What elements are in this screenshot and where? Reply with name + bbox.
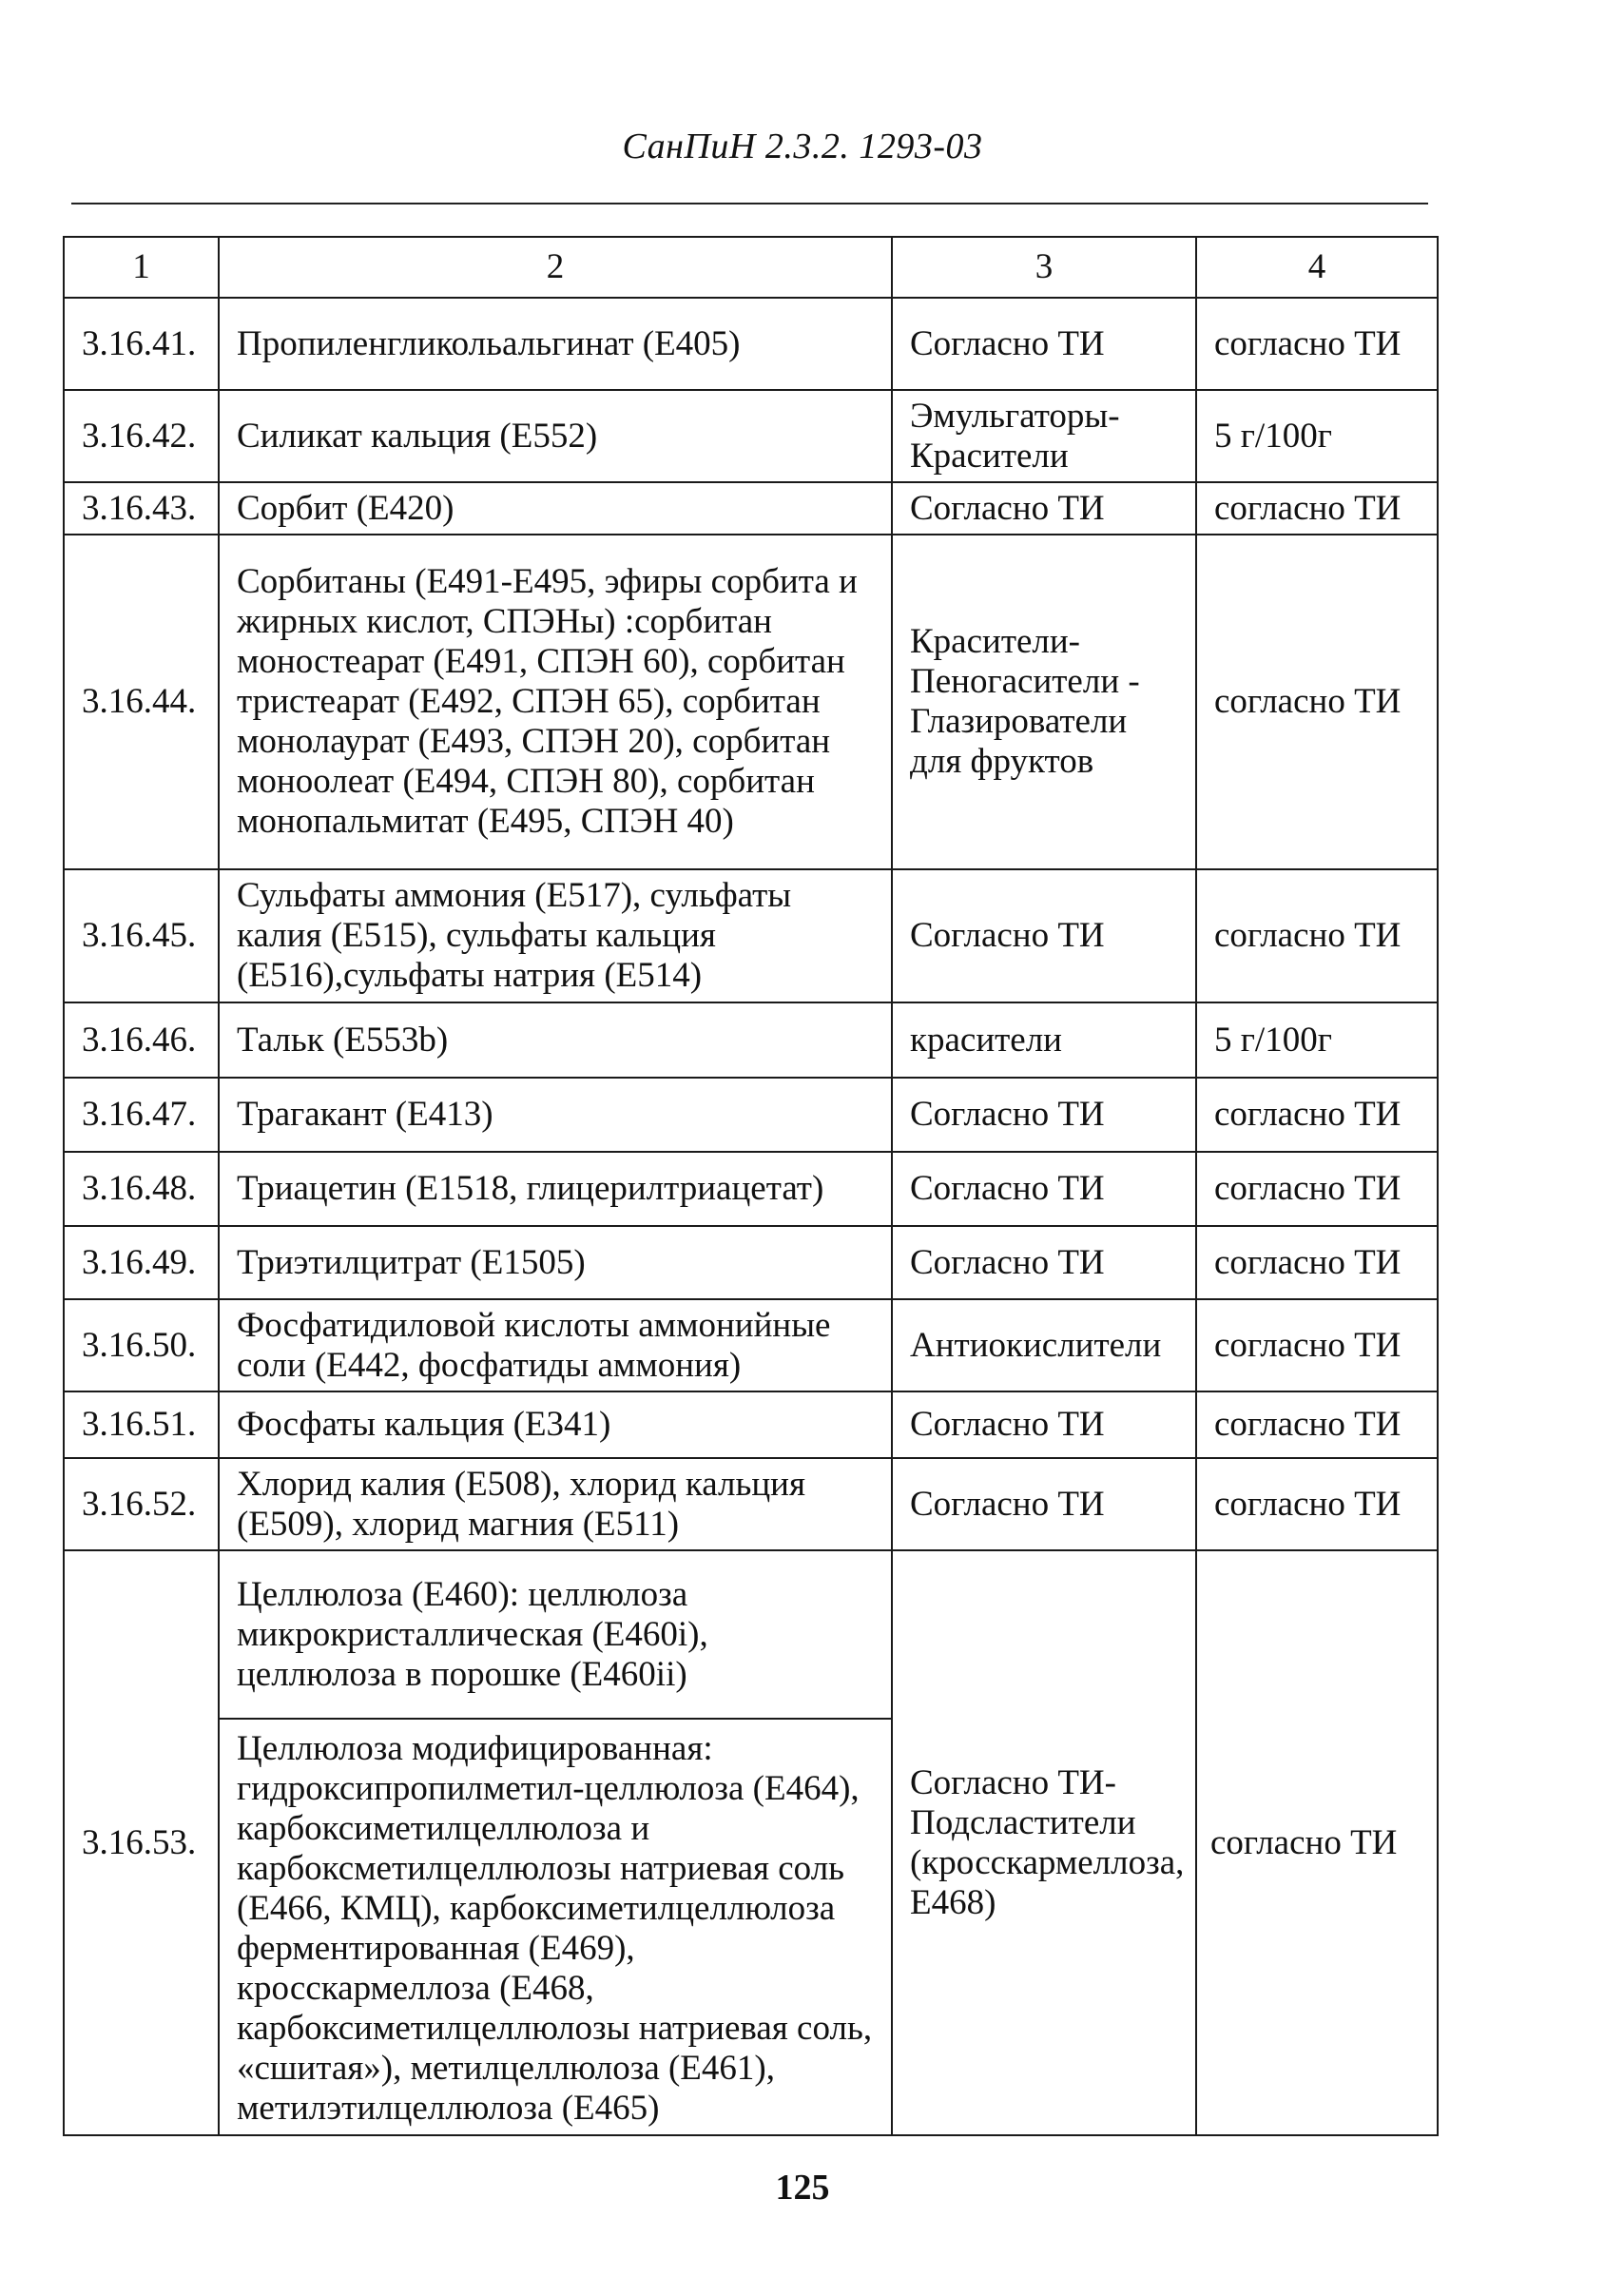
additive-norm: согласно ТИ: [1196, 535, 1438, 869]
document-header: СанПиН 2.3.2. 1293-03: [622, 126, 983, 166]
additive-purpose: Согласно ТИ: [892, 1226, 1196, 1299]
additive-purpose: Согласно ТИ-Подсластители (кросскармеллоза, Е468): [892, 1550, 1196, 2135]
additive-name: Сульфаты аммония (Е517), сульфаты калия (Е515), сульфаты кальция (Е516),сульфаты натрия (Е514): [219, 869, 892, 1002]
additive-name: Сорбитаны (Е491-Е495, эфиры сорбита и жирных кислот, СПЭНы) :сорбитан моностеарат (Е491, СПЭН 60), сорбитан тристеарат (Е492, СПЭН 65), сорбитан монолаурат (Е493, СПЭН 20), сорбитан моноолеат (Е494, СПЭН 80), сорбитан монопальмитат (Е495, СПЭН 40): [219, 535, 892, 869]
row-number: 3.16.51.: [64, 1391, 219, 1458]
column-header: 2: [219, 237, 892, 298]
additive-name-modified: Целлюлоза модифицированная: гидроксипропилметил-целлюлоза (Е464), карбоксиметилцеллюлоза и карбоксметилцеллюлозы натриевая соль (Е466, КМЦ), карбоксиметилцеллюлоза ферментированная (Е469), кросскармеллоза (Е468, карбоксиметилцеллюлозы натриевая соль, «сшитая»), метилцеллюлоза (Е461), метилэтилцеллюлоза (Е465): [219, 1719, 892, 2135]
table-row: [64, 298, 1438, 390]
additive-norm: согласно ТИ: [1196, 298, 1438, 390]
additive-norm: согласно ТИ: [1196, 482, 1438, 535]
table-row: [64, 535, 1438, 869]
table-row: [64, 1078, 1438, 1152]
additive-purpose: Антиокислители: [892, 1299, 1196, 1391]
table-header-row: [64, 237, 1438, 298]
row-number: 3.16.41.: [64, 298, 219, 390]
row-number: 3.16.52.: [64, 1458, 219, 1550]
additive-name: Силикат кальция (Е552): [219, 390, 892, 482]
table-row: [64, 1458, 1438, 1550]
additive-name: Хлорид калия (Е508), хлорид кальция (Е509), хлорид магния (Е511): [219, 1458, 892, 1550]
row-number: 3.16.45.: [64, 869, 219, 1002]
additive-norm: 5 г/100г: [1196, 1002, 1438, 1078]
row-number: 3.16.47.: [64, 1078, 219, 1152]
additive-purpose: Согласно ТИ: [892, 298, 1196, 390]
table-row: [64, 1391, 1438, 1458]
additive-purpose: Согласно ТИ: [892, 1152, 1196, 1226]
additive-norm: согласно ТИ: [1196, 869, 1438, 1002]
table-row: [64, 1299, 1438, 1391]
row-number: 3.16.49.: [64, 1226, 219, 1299]
additive-purpose: красители: [892, 1002, 1196, 1078]
table-row: [64, 1226, 1438, 1299]
additive-norm: согласно ТИ: [1196, 1226, 1438, 1299]
additive-purpose: Согласно ТИ: [892, 1391, 1196, 1458]
row-number: 3.16.46.: [64, 1002, 219, 1078]
column-header: 1: [64, 237, 219, 298]
additive-norm: 5 г/100г: [1196, 390, 1438, 482]
additive-norm: согласно ТИ: [1196, 1458, 1438, 1550]
additive-norm: согласно ТИ: [1196, 1299, 1438, 1391]
row-number: 3.16.50.: [64, 1299, 219, 1391]
additive-name: Трагакант (Е413): [219, 1078, 892, 1152]
additive-norm: согласно ТИ: [1196, 1078, 1438, 1152]
additive-name: Триацетин (Е1518, глицерилтриацетат): [219, 1152, 892, 1226]
column-header: 4: [1196, 237, 1438, 298]
additive-purpose: Красители-Пеногасители - Глазирователи для фруктов: [892, 535, 1196, 869]
additive-purpose: Согласно ТИ: [892, 1078, 1196, 1152]
column-header: 3: [892, 237, 1196, 298]
table-row: [64, 1152, 1438, 1226]
additive-norm: согласно ТИ: [1196, 1550, 1438, 2135]
header-rule: [71, 203, 1428, 204]
additive-name: Пропиленгликольальгинат (Е405): [219, 298, 892, 390]
additive-purpose: Эмульгаторы-Красители: [892, 390, 1196, 482]
row-number: 3.16.43.: [64, 482, 219, 535]
additive-purpose: Согласно ТИ: [892, 1458, 1196, 1550]
table-row: [64, 390, 1438, 482]
additive-norm: согласно ТИ: [1196, 1391, 1438, 1458]
table-row: [64, 869, 1438, 1002]
additive-name: Фосфатидиловой кислоты аммонийные соли (Е442, фосфатиды аммония): [219, 1299, 892, 1391]
additive-name: Триэтилцитрат (Е1505): [219, 1226, 892, 1299]
additive-name: Тальк (Е553b): [219, 1002, 892, 1078]
additive-name: Целлюлоза (Е460): целлюлоза микрокристаллическая (Е460i), целлюлоза в порошке (Е460ii): [219, 1550, 892, 1719]
additive-purpose: Согласно ТИ: [892, 869, 1196, 1002]
row-number: 3.16.53.: [64, 1550, 219, 2135]
additive-name: Фосфаты кальция (Е341): [219, 1391, 892, 1458]
table-row: [64, 1002, 1438, 1078]
table-row: [64, 482, 1438, 535]
additives-table: [63, 236, 1439, 2136]
row-number: 3.16.48.: [64, 1152, 219, 1226]
additive-name: Сорбит (Е420): [219, 482, 892, 535]
row-number: 3.16.44.: [64, 535, 219, 869]
row-number: 3.16.42.: [64, 390, 219, 482]
page-number: 125: [775, 2168, 830, 2208]
additive-purpose: Согласно ТИ: [892, 482, 1196, 535]
table-row: [64, 1550, 1438, 1719]
additive-norm: согласно ТИ: [1196, 1152, 1438, 1226]
